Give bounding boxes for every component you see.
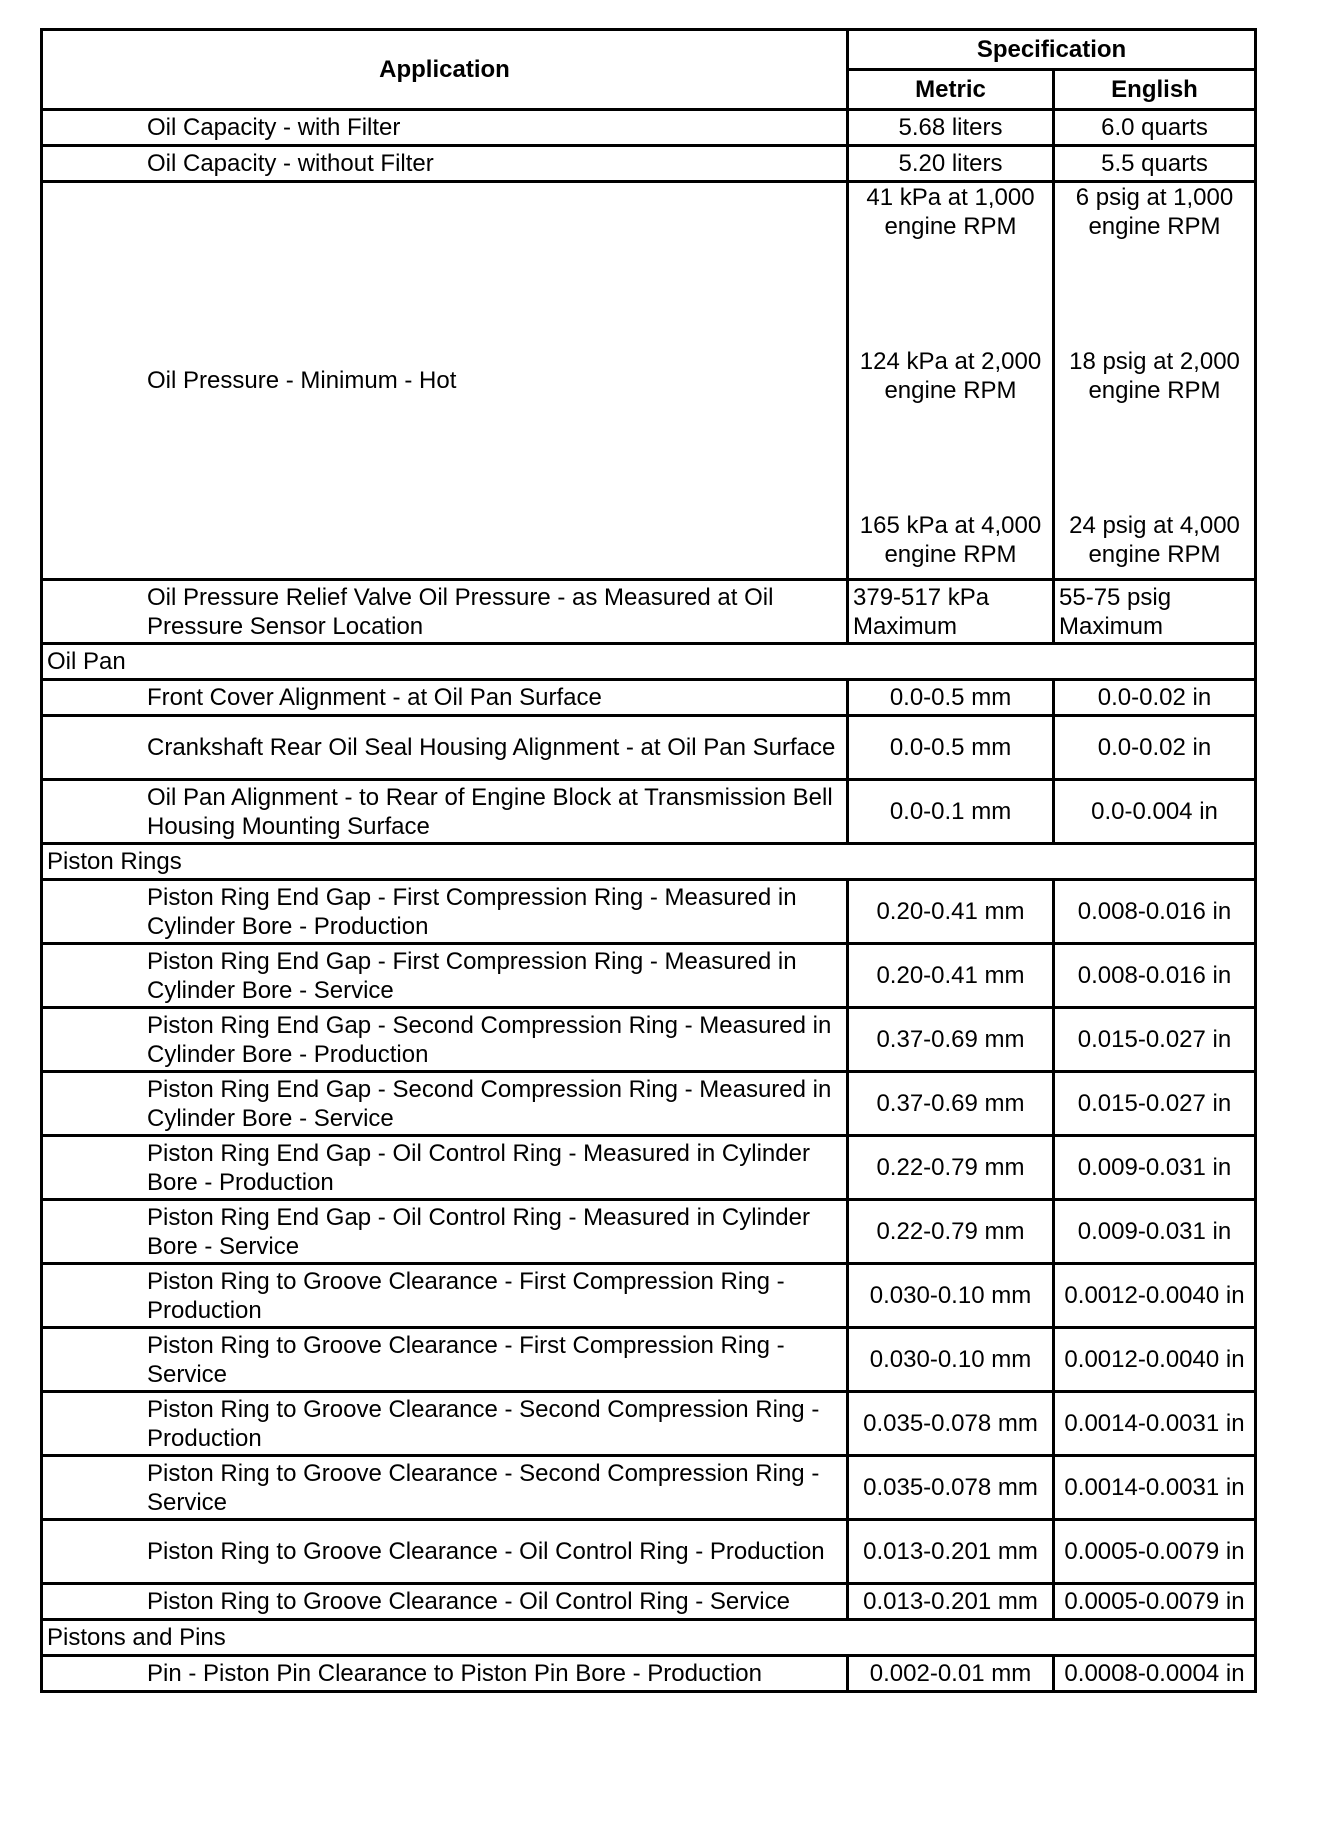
- table-row: [42, 1328, 1256, 1392]
- application-cell: Piston Ring End Gap - Second Compression Ring - Measured in Cylinder Bore - Production: [42, 1008, 848, 1072]
- english-cell: 0.009-0.031 in: [1054, 1200, 1256, 1264]
- table-row: [42, 1072, 1256, 1136]
- english-cell: 0.0012-0.0040 in: [1054, 1264, 1256, 1328]
- table-row: [42, 880, 1256, 944]
- metric-header: Metric: [848, 70, 1054, 110]
- table-row: [42, 716, 1256, 780]
- metric-cell: 0.20-0.41 mm: [848, 880, 1054, 944]
- pressure-value: 18 psig at 2,000: [1069, 348, 1240, 375]
- application-cell: Crankshaft Rear Oil Seal Housing Alignment - at Oil Pan Surface: [42, 716, 848, 780]
- section-row: [42, 1620, 1256, 1656]
- table-row: [42, 1520, 1256, 1584]
- specification-header: Specification: [848, 30, 1256, 70]
- english-cell: 0.0014-0.0031 in: [1054, 1456, 1256, 1520]
- english-cell: 6.0 quarts: [1054, 110, 1256, 146]
- metric-cell: 0.002-0.01 mm: [848, 1656, 1054, 1692]
- metric-cell: 0.0-0.5 mm: [848, 716, 1054, 780]
- english-cell: 0.0012-0.0040 in: [1054, 1328, 1256, 1392]
- english-header: English: [1054, 70, 1256, 110]
- application-cell: Piston Ring to Groove Clearance - Oil Control Ring - Service: [42, 1584, 848, 1620]
- pressure-value: 165 kPa at 4,000: [859, 512, 1042, 539]
- application-cell: Piston Ring End Gap - Oil Control Ring - Measured in Cylinder Bore - Service: [42, 1200, 848, 1264]
- application-cell: Front Cover Alignment - at Oil Pan Surface: [42, 680, 848, 716]
- application-cell: Piston Ring to Groove Clearance - First Compression Ring - Production: [42, 1264, 848, 1328]
- application-cell: Piston Ring End Gap - Oil Control Ring - Measured in Cylinder Bore - Production: [42, 1136, 848, 1200]
- table-row: [42, 1392, 1256, 1456]
- table-row: [42, 944, 1256, 1008]
- metric-cell: 0.013-0.201 mm: [848, 1584, 1054, 1620]
- table-row: [42, 146, 1256, 182]
- metric-cell: 0.030-0.10 mm: [848, 1264, 1054, 1328]
- metric-cell: 0.20-0.41 mm: [848, 944, 1054, 1008]
- english-cell: 0.008-0.016 in: [1054, 944, 1256, 1008]
- application-cell: Piston Ring End Gap - First Compression Ring - Measured in Cylinder Bore - Production: [42, 880, 848, 944]
- metric-cell: 0.035-0.078 mm: [848, 1456, 1054, 1520]
- english-cell: 0.0005-0.0079 in: [1054, 1520, 1256, 1584]
- metric-cell: [848, 182, 1054, 580]
- english-note: Maximum: [1059, 612, 1164, 640]
- metric-cell: 0.22-0.79 mm: [848, 1136, 1054, 1200]
- table-row: [42, 1456, 1256, 1520]
- table-row: [42, 1584, 1256, 1620]
- english-cell: 0.0-0.004 in: [1054, 780, 1256, 844]
- application-cell: Oil Pressure - Minimum - Hot: [42, 182, 848, 580]
- english-cell: 0.0-0.02 in: [1054, 680, 1256, 716]
- pressure-value: engine RPM: [884, 541, 1017, 568]
- section-row: [42, 644, 1256, 680]
- english-cell: [1054, 580, 1256, 644]
- table-row: [42, 1264, 1256, 1328]
- pressure-value: 24 psig at 4,000: [1069, 512, 1240, 539]
- metric-cell: [848, 580, 1054, 644]
- application-cell: Piston Ring to Groove Clearance - Oil Control Ring - Production: [42, 1520, 848, 1584]
- pressure-value: engine RPM: [884, 213, 1017, 240]
- english-cell: [1054, 182, 1256, 580]
- metric-cell: 0.0-0.5 mm: [848, 680, 1054, 716]
- english-value: 55-75 psig: [1059, 583, 1172, 611]
- table-row: [42, 1656, 1256, 1692]
- section-title: Oil Pan: [42, 644, 1256, 680]
- metric-cell: 0.0-0.1 mm: [848, 780, 1054, 844]
- english-cell: 5.5 quarts: [1054, 146, 1256, 182]
- metric-cell: 0.22-0.79 mm: [848, 1200, 1054, 1264]
- application-header: Application: [42, 30, 848, 110]
- metric-cell: 5.68 liters: [848, 110, 1054, 146]
- metric-cell: 0.013-0.201 mm: [848, 1520, 1054, 1584]
- metric-note: Maximum: [853, 612, 958, 640]
- english-cell: 0.015-0.027 in: [1054, 1008, 1256, 1072]
- application-cell: Piston Ring to Groove Clearance - First Compression Ring - Service: [42, 1328, 848, 1392]
- application-cell: Pin - Piston Pin Clearance to Piston Pin Bore - Production: [42, 1656, 848, 1692]
- application-cell: Piston Ring to Groove Clearance - Second Compression Ring - Service: [42, 1456, 848, 1520]
- english-cell: 0.0008-0.0004 in: [1054, 1656, 1256, 1692]
- metric-cell: 0.030-0.10 mm: [848, 1328, 1054, 1392]
- table-row: [42, 780, 1256, 844]
- pressure-value: 41 kPa at 1,000: [866, 184, 1035, 211]
- metric-value: 379-517 kPa: [853, 583, 990, 611]
- table-row: [42, 110, 1256, 146]
- english-cell: 0.0-0.02 in: [1054, 716, 1256, 780]
- metric-cell: 0.37-0.69 mm: [848, 1008, 1054, 1072]
- table-row: [42, 1200, 1256, 1264]
- application-cell: Oil Pressure Relief Valve Oil Pressure - as Measured at Oil Pressure Sensor Location: [42, 580, 848, 644]
- english-cell: 0.015-0.027 in: [1054, 1072, 1256, 1136]
- application-cell: Piston Ring End Gap - First Compression Ring - Measured in Cylinder Bore - Service: [42, 944, 848, 1008]
- pressure-value: engine RPM: [1088, 541, 1221, 568]
- application-cell: Oil Capacity - without Filter: [42, 146, 848, 182]
- pressure-value: 6 psig at 1,000: [1075, 184, 1234, 211]
- pressure-value: 124 kPa at 2,000: [859, 348, 1042, 375]
- application-cell: Oil Capacity - with Filter: [42, 110, 848, 146]
- application-cell: Oil Pan Alignment - to Rear of Engine Block at Transmission Bell Housing Mounting Surface: [42, 780, 848, 844]
- english-cell: 0.0005-0.0079 in: [1054, 1584, 1256, 1620]
- table-row: [42, 1008, 1256, 1072]
- section-title: Pistons and Pins: [42, 1620, 1256, 1656]
- pressure-value: engine RPM: [1088, 213, 1221, 240]
- table-header: [42, 30, 1256, 110]
- pressure-value: engine RPM: [1088, 377, 1221, 404]
- metric-cell: 0.035-0.078 mm: [848, 1392, 1054, 1456]
- table-row: [42, 1136, 1256, 1200]
- table-row: [42, 680, 1256, 716]
- metric-cell: 5.20 liters: [848, 146, 1054, 182]
- table-row: [42, 182, 1256, 580]
- pressure-value: engine RPM: [884, 377, 1017, 404]
- section-title: Piston Rings: [42, 844, 1256, 880]
- metric-cell: 0.37-0.69 mm: [848, 1072, 1054, 1136]
- english-cell: 0.009-0.031 in: [1054, 1136, 1256, 1200]
- application-cell: Piston Ring End Gap - Second Compression Ring - Measured in Cylinder Bore - Service: [42, 1072, 848, 1136]
- table-row: [42, 580, 1256, 644]
- section-row: [42, 844, 1256, 880]
- specification-table: [40, 28, 1257, 1693]
- application-cell: Piston Ring to Groove Clearance - Second Compression Ring - Production: [42, 1392, 848, 1456]
- english-cell: 0.008-0.016 in: [1054, 880, 1256, 944]
- english-cell: 0.0014-0.0031 in: [1054, 1392, 1256, 1456]
